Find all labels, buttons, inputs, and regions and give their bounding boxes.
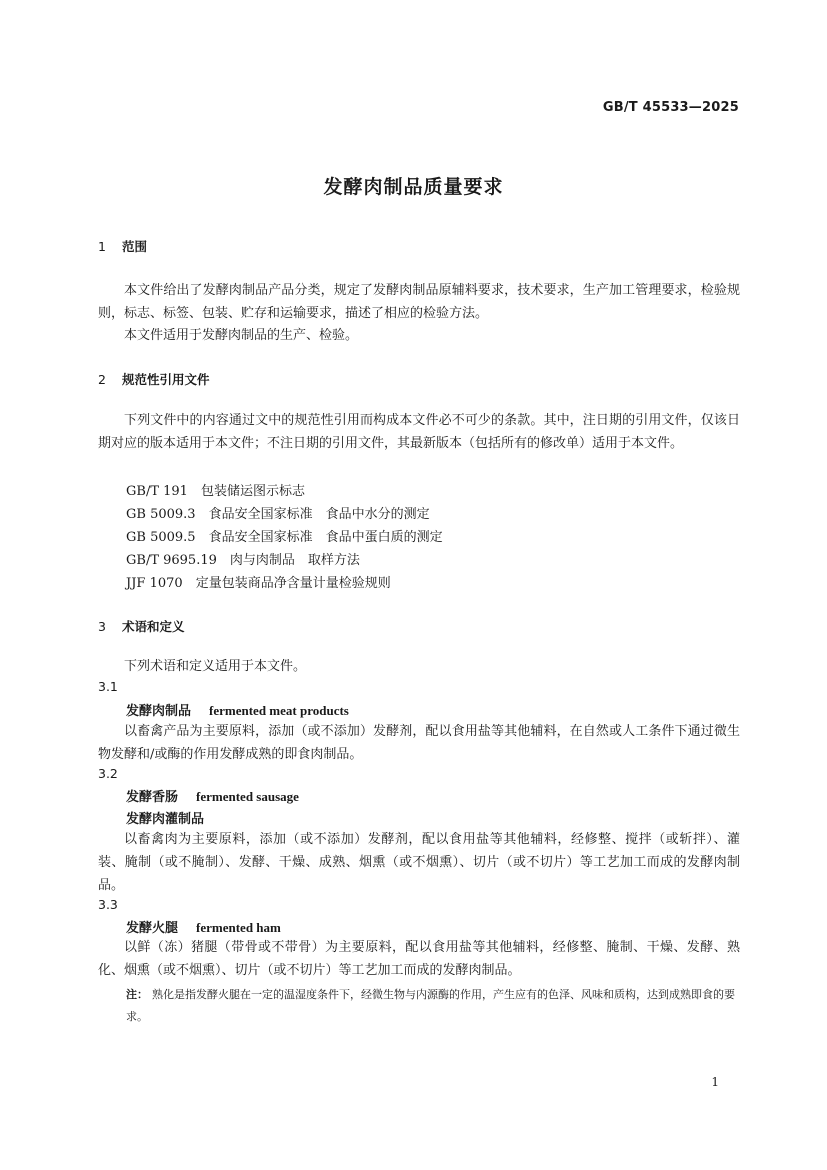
reference-title: 肉与肉制品 取样方法: [229, 553, 360, 568]
reference-title: 食品安全国家标准 食品中蛋白质的测定: [208, 530, 443, 545]
term-name-zh: 发酵火腿: [126, 921, 179, 936]
note-label: 注：: [126, 988, 148, 1001]
term-name-en: fermented sausage: [196, 789, 299, 804]
terms-intro: 下列术语和定义适用于本文件。: [124, 659, 307, 674]
page-title: 发酵肉制品质量要求: [323, 176, 504, 198]
term-name-en: fermented meat products: [209, 703, 349, 718]
term-name-en: fermented ham: [196, 920, 281, 935]
term-alternative-name: 发酵肉灌制品: [126, 812, 205, 827]
reference-title: 定量包装商品净含量计量检验规则: [195, 576, 391, 591]
reference-code: GB 5009.3: [126, 507, 196, 522]
reference-code: GB/T 191: [126, 484, 188, 499]
term-number: 3.2: [98, 766, 118, 781]
term-definition: 以畜禽肉为主要原料，添加（或不添加）发酵剂，配以食用盐等其他辅料，经修整、搅拌（或斩拌）、灌装、腌制（或不腌制）、发酵、干燥、成熟、烟熏（或不烟熏）、切片（或不切片）等工艺加工而成的发酵肉制品。: [98, 832, 740, 893]
section-title: 范围: [122, 239, 148, 254]
term-name: [126, 786, 299, 805]
reference-title: 包装储运图示标志: [200, 484, 305, 499]
page-number: 1: [711, 1075, 719, 1089]
section-title: 规范性引用文件: [122, 372, 210, 387]
term-definition: 以畜禽产品为主要原料，添加（或不添加）发酵剂，配以食用盐等其他辅料，在自然或人工条件下通过微生物发酵和/或酶的作用发酵成熟的即食肉制品。: [98, 724, 740, 762]
term-name: [126, 917, 281, 936]
term-name-zh: 发酵香肠: [126, 790, 179, 805]
reference-item: [126, 480, 305, 499]
scope-paragraph-2: 本文件适用于发酵肉制品的生产、检验。: [124, 328, 359, 343]
section-number: 3: [98, 619, 106, 634]
reference-code: GB/T 9695.19: [126, 553, 217, 568]
term-definition: 以鲜（冻）猪腿（带骨或不带骨）为主要原料，配以食用盐等其他辅料，经修整、腌制、干燥、发酵、熟化、烟熏（或不烟熏）、切片（或不切片）等工艺加工而成的发酵肉制品。: [98, 940, 740, 978]
term-number: 3.1: [98, 679, 118, 694]
section-title: 术语和定义: [122, 619, 185, 634]
reference-item: [126, 503, 430, 522]
reference-code: JJF 1070: [126, 576, 183, 591]
reference-code: GB 5009.5: [126, 530, 196, 545]
section-heading-scope: [98, 237, 147, 255]
reference-item: [126, 572, 391, 591]
section-number: 2: [98, 372, 106, 387]
standard-code: GB/T 45533—2025: [602, 100, 739, 115]
normative-refs-paragraph: 下列文件中的内容通过文中的规范性引用而构成本文件必不可少的条款。其中，注日期的引用文件，仅该日期对应的版本适用于本文件；不注日期的引用文件，其最新版本（包括所有的修改单）适用于本文件。: [98, 413, 740, 451]
scope-paragraph-1: 本文件给出了发酵肉制品产品分类，规定了发酵肉制品原辅料要求，技术要求，生产加工管理要求，检验规则，标志、标签、包装、贮存和运输要求，描述了相应的检验方法。: [98, 283, 740, 321]
reference-title: 食品安全国家标准 食品中水分的测定: [208, 507, 430, 522]
term-number: 3.3: [98, 897, 118, 912]
section-heading-terms: [98, 617, 185, 635]
section-number: 1: [98, 239, 106, 254]
term-note: [126, 984, 740, 1028]
term-name-zh: 发酵肉制品: [126, 704, 192, 719]
reference-item: [126, 549, 360, 568]
reference-item: [126, 526, 443, 545]
note-text: 熟化是指发酵火腿在一定的温湿度条件下，经微生物与内源酶的作用，产生应有的色泽、风味和质构，达到成熟即食的要求。: [126, 988, 735, 1023]
section-heading-normative-refs: [98, 370, 210, 388]
term-name: [126, 700, 349, 719]
